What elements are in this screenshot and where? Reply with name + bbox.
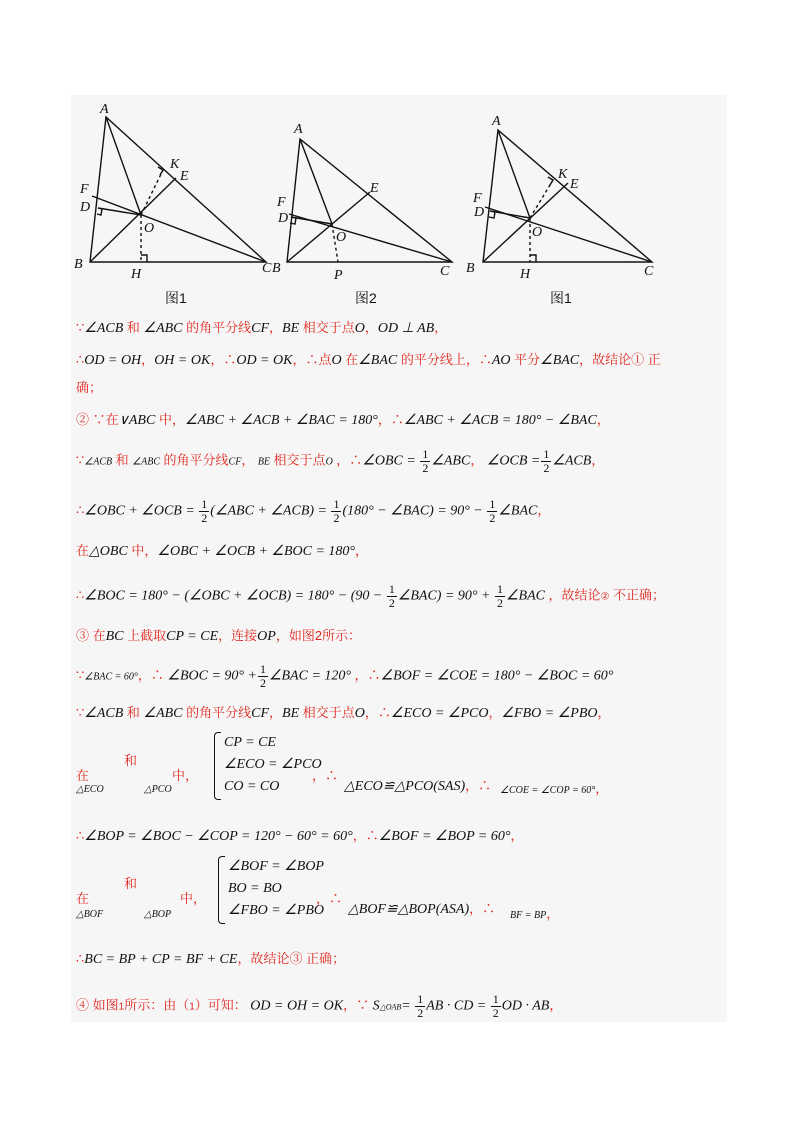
solution-line-1 [76,318,447,339]
l13-part-3: ∠BOF = ∠BOP = 60° [378,829,511,844]
fig3-label-k: K [558,167,568,182]
solution-line-11 [76,703,611,724]
solution-line-8: ∴∠BOC = 180° − (∠OBC + ∠OCB) = 180° − (90 − $\frac{1}{2}$ ∠BAC) = 90° + $\frac{1}{2}$ ∠BAC ，故结论② 不正确； [76,582,665,610]
l4-part-5: ∠ABC + ∠ACB = 180° − ∠BAC [403,413,597,428]
l9-part-5: OP [257,629,276,644]
fig2-label-d: D [278,211,289,226]
l2-part-13: ∠BAC [540,353,580,368]
fig1-label-b: B [74,257,83,272]
tri-bop-14: △BOP [144,909,172,920]
l7-part-2: 中， [127,543,158,558]
figure-1 [71,95,281,310]
l4-part-4: ，∴ [377,412,404,427]
fig3-caption: 图1 [550,290,572,306]
l4-part-1: ∨ABC [118,413,156,428]
congruence-14: △BOF≌△BOP(ASA)，∴ [348,901,496,917]
l15-part-0: ∴ [76,951,85,966]
l4-part-6: ， [596,412,610,427]
figure-2 [270,110,470,310]
solution-line-9 [76,626,361,647]
fig2-label-b: B [272,261,281,276]
solution-line-13 [76,826,524,847]
l11-part-13: ∠FBO = ∠PBO [501,706,598,721]
angles-12: ∠COE = ∠COP = 60°， [500,781,609,796]
tri-pco-12: △PCO [144,784,172,795]
fig1-label-o: O [144,221,155,236]
fig3-label-c: C [644,264,654,279]
solution-line-10: ∵∠BAC = 60°，∴ ∠BOC = 90° + $\frac{1}{2}$ ∠BAC = 120° ，∴∠BOF = ∠COE = 180° − ∠BOC = 60° [76,662,614,690]
fig3-label-e: E [570,177,579,192]
figure-3 [462,105,672,310]
l11-part-11: ∠ECO = ∠PCO [390,706,489,721]
l11-part-7: BE [282,706,300,721]
fig3-label-a: A [492,114,501,129]
l2-part-6: ，∴点 [292,352,332,367]
l2-part-4: ，∴ [210,352,237,367]
l1-part-7: BE [282,321,300,336]
l11-part-5: CF [251,706,270,721]
l11-part-8: 相交于点 [299,705,355,720]
l2-part-8: 在 [341,352,359,367]
fig2-label-f: F [277,195,286,210]
l1-part-0: ∵ [76,320,85,335]
fig1-label-f: F [80,182,89,197]
l11-part-0: ∵ [76,705,85,720]
l13-part-4: ， [510,828,524,843]
l2-part-14: ，故结论① 正 [579,352,661,367]
l7-part-4: ， [355,543,369,558]
l11-part-14: ， [597,705,611,720]
l15-part-1: BC = BP + CP = BF + CE [84,952,238,967]
solution-line-5: ∵∠ACB 和 ∠ABC 的角平分线CF， BE 相交于点O ，∴∠OBC = $\frac{1}{2}$ ∠ABC， ∠OCB = $\frac{1}{2}$ ∠ACB， [76,447,605,475]
and-label-14: 和 [124,876,138,891]
l2-part-3: OH = OK [154,353,211,368]
l2-part-0: ∴ [76,352,85,367]
solution-line-7 [76,541,368,562]
l11-part-3: ∠ABC [143,706,183,721]
l2-part-10: 的平分线上，∴ [397,352,492,367]
fig1-label-e: E [180,169,189,184]
l7-part-3: ∠OBC + ∠OCB + ∠BOC = 180° [157,544,356,559]
solution-line-6: ∴∠OBC + ∠OCB = $\frac{1}{2}$ (∠ABC + ∠ACB) = $\frac{1}{2}$ (180° − ∠BAC) = 90° − $\frac{1}{2}$ ∠BAC， [76,497,551,525]
l7-part-1: △OBC [89,544,128,559]
solution-line-15 [76,949,345,970]
l9-part-6: ，如图2所示： [275,628,362,643]
l4-part-2: 中， [155,412,185,427]
l1-part-12: ， [434,320,448,335]
solution-line-3 [76,378,102,399]
fig2-label-e: E [370,181,379,196]
system-12: CP = CE ∠ECO = ∠PCO CO = CO [214,732,322,798]
fig2-label-p: P [334,268,343,283]
fig1-label-h: H [131,267,142,282]
fig1-label-a: A [100,102,109,117]
l1-part-6: ， [269,320,283,335]
l1-part-10: ， [364,320,378,335]
l13-part-0: ∴ [76,828,85,843]
solution-line-2 [76,350,661,371]
l1-part-3: ∠ABC [143,321,183,336]
fig2-label-o: O [336,230,347,245]
l1-part-4: 的角平分线 [182,320,252,335]
fig3-label-d: D [474,205,485,220]
fig3-label-f: F [473,191,482,206]
l11-part-10: ，∴ [364,705,391,720]
solution-line-4 [76,410,610,431]
solution-line-12: 在 [76,768,90,783]
in-label-14: 中， [180,891,207,906]
fig1-label-k: K [170,157,180,172]
sides-14: BF = BP， [510,906,560,921]
l2-part-9: ∠BAC [358,353,398,368]
fig1-label-c: C [262,261,272,276]
system-14: ∠BOF = ∠BOP BO = BO ∠FBO = ∠PBO [218,856,324,922]
l2-part-1: OD = OH [84,353,142,368]
l2-part-12: 平分 [510,352,541,367]
l2-part-7: O [331,353,342,368]
conclusion-12: ，∴ [312,768,339,783]
l9-part-0: ③ 在 [76,628,106,643]
l4-part-3: ∠ABC + ∠ACB + ∠BAC = 180° [184,413,378,428]
l7-part-0: 在 [76,543,90,558]
fig1-caption: 图1 [165,290,187,306]
l1-part-2: 和 [123,320,144,335]
l11-part-12: ， [488,705,502,720]
fig3-label-b: B [466,261,475,276]
l1-part-5: CF [251,321,270,336]
l1-part-8: 相交于点 [299,320,355,335]
fig3-label-o: O [532,225,543,240]
fig2-label-a: A [294,122,303,137]
l11-part-9: O [354,706,365,721]
l3-part-0: 确； [76,380,103,395]
l13-part-2: ，∴ [352,828,379,843]
tri-eco-12: △ECO [76,784,104,795]
fig2-caption: 图2 [355,290,377,306]
l1-part-1: ∠ACB [84,321,124,336]
l9-part-4: ，连接 [218,628,258,643]
fig3-label-h: H [520,267,531,282]
l9-part-1: BC [105,629,124,644]
solution-line-14: 在 [76,891,90,906]
fig1-label-d: D [80,200,91,215]
in-label-12: 中， [172,768,199,783]
fig2-label-c: C [440,264,450,279]
l2-part-2: ， [141,352,155,367]
and-label-12: 和 [124,753,138,768]
l2-part-5: OD = OK [236,353,293,368]
l2-part-11: AO [491,353,511,368]
l13-part-1: ∠BOP = ∠BOC − ∠COP = 120° − 60° = 60° [84,829,353,844]
l4-part-0: ② ∵在 [76,412,119,427]
l11-part-6: ， [269,705,283,720]
l1-part-9: O [354,321,365,336]
tri-bof-14: △BOF [76,909,104,920]
l9-part-3: CP = CE [166,629,219,644]
l11-part-1: ∠ACB [84,706,124,721]
conclusion-14: ，∴ [316,891,343,906]
l11-part-2: 和 [123,705,144,720]
l15-part-2: ，故结论③ 正确； [237,951,346,966]
congruence-12: △ECO≌△PCO(SAS)，∴ [344,778,492,794]
solution-line-16: ④ 如图1所示：由（1）可知： OD = OH = OK，∵ S△OAB= $\frac{1}{2}$ AB · CD = $\frac{1}{2}$ OD · AB， [76,992,563,1020]
l9-part-2: 上截取 [123,628,167,643]
l11-part-4: 的角平分线 [182,705,252,720]
l1-part-11: OD ⊥ AB [377,321,435,336]
